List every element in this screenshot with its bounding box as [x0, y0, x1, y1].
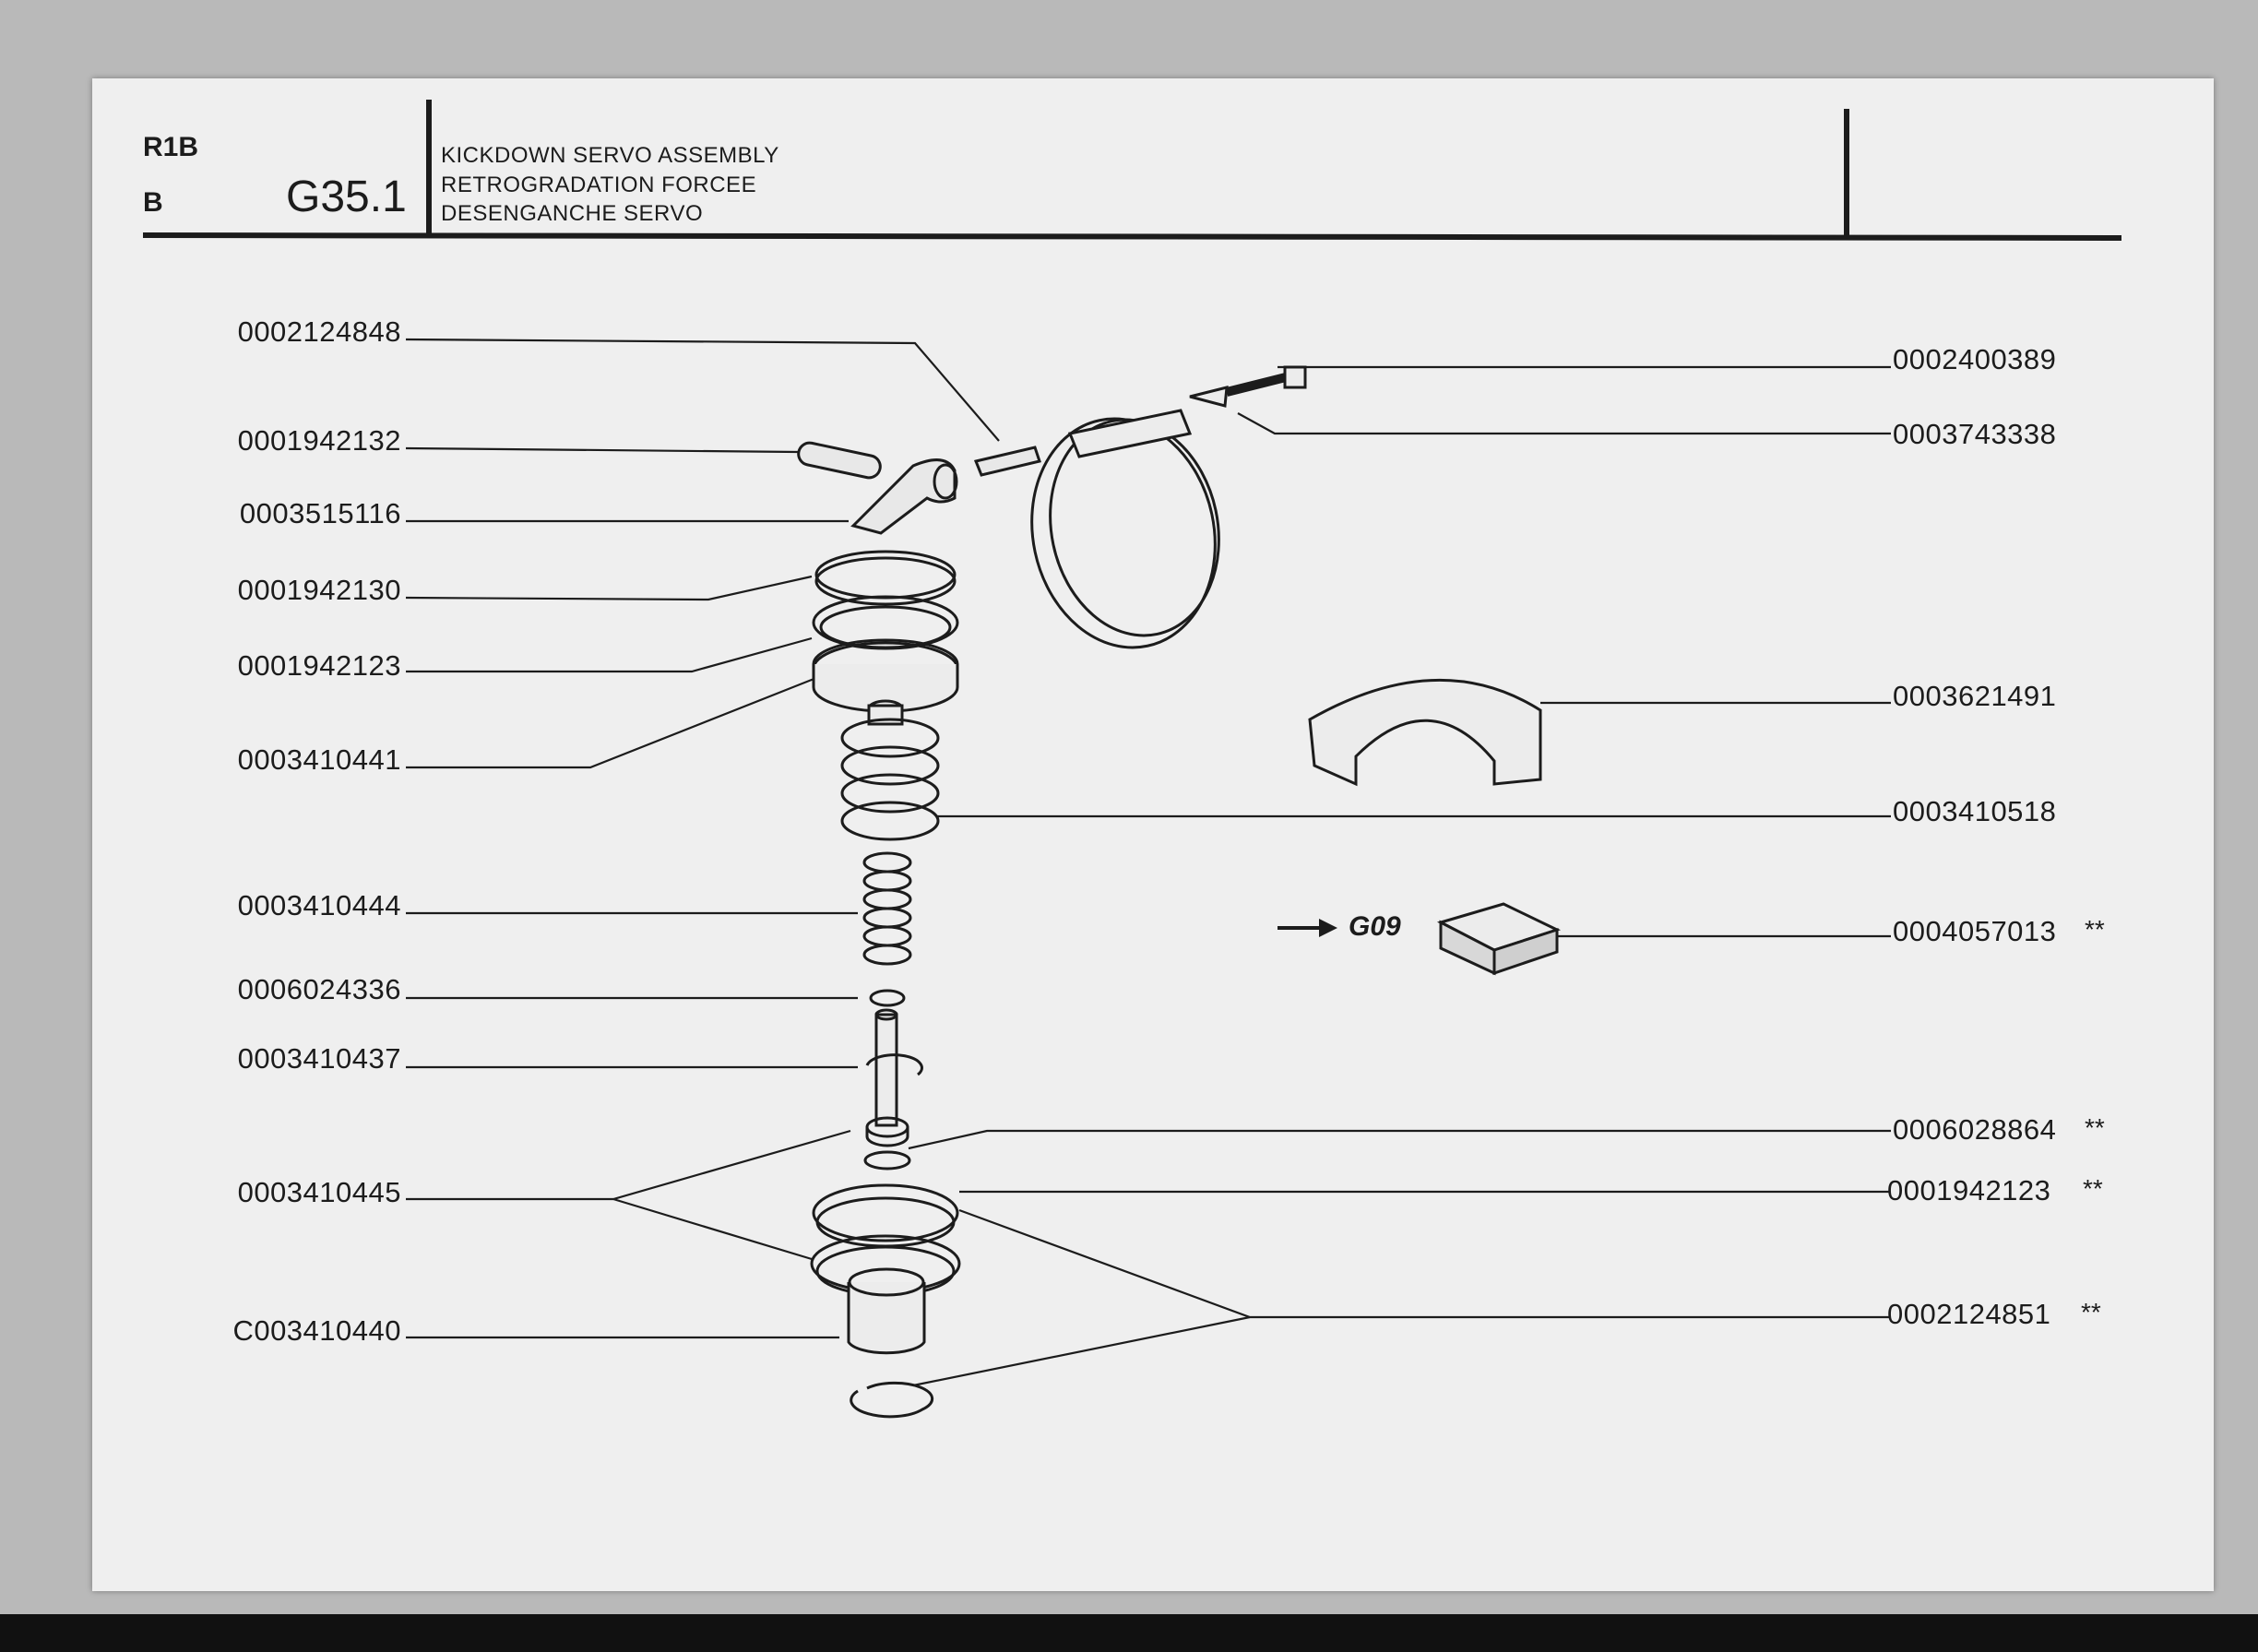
title-english: KICKDOWN SERVO ASSEMBLY [441, 143, 779, 168]
rod-part [867, 1010, 921, 1146]
snap-ring-part [851, 1383, 933, 1416]
part-number-label: 0003410518 [1893, 795, 2057, 827]
lower-piston-part [812, 1185, 959, 1353]
header-rule [143, 235, 2121, 238]
availability-mark: ** [2081, 1298, 2101, 1326]
piston-ring-part [814, 552, 957, 648]
part-number-label: 0003515116 [239, 497, 401, 529]
availability-mark: ** [2083, 1174, 2103, 1203]
model-label: R1B [143, 132, 199, 162]
title-spanish: DESENGANCHE SERVO [441, 201, 704, 226]
part-number-label: C003410440 [232, 1314, 401, 1347]
adjusting-screw-part [1190, 367, 1305, 406]
part-number-label: 0003621491 [1893, 680, 2057, 712]
variant-label: B [143, 187, 163, 218]
small-spring-part [864, 853, 910, 964]
brake-band-part [1011, 401, 1238, 664]
cross-reference-label: G09 [1349, 911, 1401, 942]
part-number-label: 0003743338 [1893, 418, 2057, 450]
part-number-label: 0001942123 [237, 649, 401, 682]
part-number-label: 0006028864 [1893, 1113, 2057, 1146]
lower-o-ring-part [865, 1152, 909, 1169]
part-number-label: 0003410441 [237, 743, 401, 776]
part-number-label: 0002124848 [237, 315, 401, 348]
part-number-label: 0004057013 [1893, 915, 2057, 947]
part-number-label: 0003410444 [237, 889, 401, 921]
kit-box-part [1441, 904, 1557, 973]
part-number-label: 0001942123 [1887, 1174, 2051, 1206]
sheet-number: G35.1 [286, 172, 407, 221]
strut-part [976, 447, 1040, 475]
leader-lines-right [909, 367, 1891, 1385]
part-number-label: 0001942130 [237, 574, 401, 606]
part-number-label: 0003410445 [237, 1176, 401, 1208]
large-spring-part [842, 719, 938, 839]
title-french: RETROGRADATION FORCEE [441, 172, 757, 197]
part-number-label: 0001942132 [237, 424, 401, 457]
piston-part [814, 640, 957, 724]
part-number-label: 0006024336 [237, 973, 401, 1005]
part-number-label: 0002400389 [1893, 343, 2057, 375]
strap-band-part [1310, 680, 1540, 784]
part-number-label: 0002124851 [1887, 1298, 2051, 1330]
availability-mark: ** [2085, 915, 2105, 944]
o-ring-part [871, 991, 904, 1005]
pin-part [796, 441, 882, 480]
part-number-label: 0003410437 [237, 1042, 401, 1075]
arrow-right-icon [1278, 919, 1337, 937]
availability-mark: ** [2085, 1113, 2105, 1142]
